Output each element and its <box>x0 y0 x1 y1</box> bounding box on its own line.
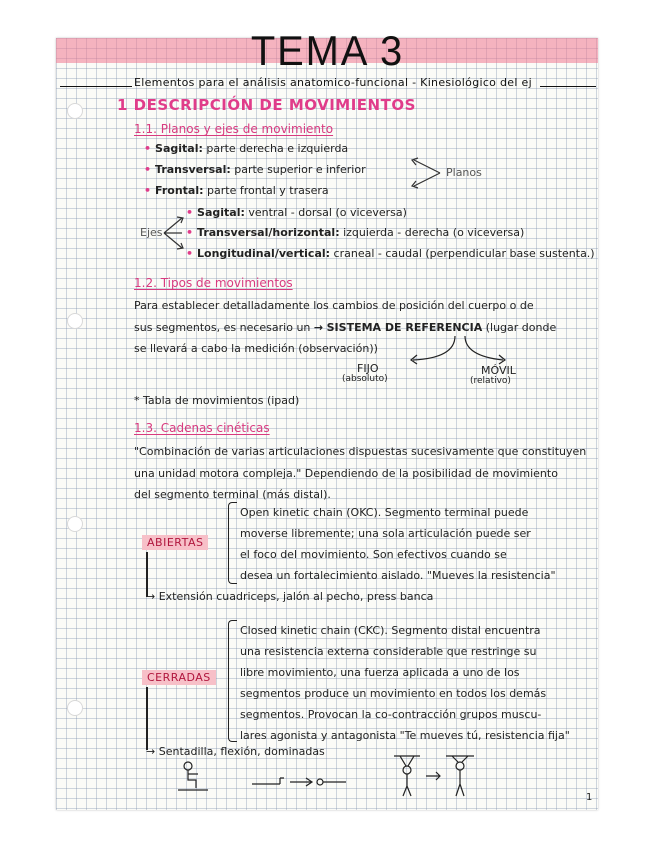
ejes-label: Ejes <box>140 226 163 239</box>
abiertas-line: desea un fortalecimiento aislado. "Mueves la resistencia" <box>240 569 556 582</box>
subsection-1-1-heading: 1.1. Planos y ejes de movimiento <box>134 122 334 136</box>
page-title: TEMA 3 <box>250 27 405 74</box>
paragraph-line: Para establecer detalladamente los cambios de posición del cuerpo o de <box>134 299 534 312</box>
abiertas-tag: ABIERTAS <box>142 535 208 550</box>
pushup-figure-icon <box>250 772 350 792</box>
fijo-label: FIJO <box>357 362 379 375</box>
cerradas-line: lares agonista y antagonista "Te mueves tú, resistencia fija" <box>240 729 570 742</box>
paragraph-line: sus segmentos, es necesario un → SISTEMA DE REFERENCIA (lugar donde <box>134 321 557 334</box>
abiertas-examples: → Extensión cuadriceps, jalón al pecho, press banca <box>146 590 434 603</box>
subtitle-rule-right <box>540 86 596 87</box>
axis-item: • Sagital: ventral - dorsal (o viceversa) <box>186 206 407 219</box>
paragraph-line: se llevará a cabo la medición (observación)) <box>134 342 378 355</box>
cerradas-line: segmentos. Provocan la co-contracción grupos muscu- <box>240 708 542 721</box>
plane-item: • Frontal: parte frontal y trasera <box>144 184 329 197</box>
table-note: * Tabla de movimientos (ipad) <box>134 394 300 407</box>
reference-branch-arrows-icon <box>395 334 515 368</box>
paragraph-line: del segmento terminal (más distal). <box>134 488 331 501</box>
planos-arrow-icon <box>408 156 444 190</box>
cerradas-bracket <box>228 620 237 742</box>
cerradas-line: segmentos produce un movimiento en todos los demás <box>240 687 547 700</box>
planos-label: Planos <box>446 166 482 179</box>
binder-hole <box>67 700 83 716</box>
abiertas-line: moverse libremente; una sola articulación puede ser <box>240 527 531 540</box>
cerradas-examples: → Sentadilla, flexión, dominadas <box>146 745 325 758</box>
subtitle: Elementos para el análisis anatomico-funcional - Kinesiológico del ej <box>134 76 532 89</box>
cerradas-line: una resistencia externa considerable que restringe su <box>240 645 537 658</box>
binder-hole <box>67 516 83 532</box>
axis-item: • Transversal/horizontal: izquierda - derecha (o viceversa) <box>186 226 525 239</box>
cerradas-line: libre movimiento, una fuerza aplicada a uno de los <box>240 666 520 679</box>
cerradas-line: Closed kinetic chain (CKC). Segmento distal encuentra <box>240 624 541 637</box>
page-number: 1 <box>586 792 593 803</box>
axis-item: • Longitudinal/vertical: craneal - caudal (perpendicular base sustenta.) <box>186 247 595 260</box>
section-1-heading: 1 DESCRIPCIÓN DE MOVIMIENTOS <box>117 96 416 114</box>
pullup-figure-icon <box>390 752 480 800</box>
squat-figure-icon <box>174 760 214 794</box>
subsection-1-3-heading: 1.3. Cadenas cinéticas <box>134 421 270 435</box>
cerradas-connector <box>146 687 148 750</box>
subsection-1-2-heading: 1.2. Tipos de movimientos <box>134 276 293 290</box>
binder-hole <box>67 103 83 119</box>
movil-sublabel: (relativo) <box>470 376 511 386</box>
abiertas-bracket <box>228 502 237 584</box>
subtitle-rule-left <box>60 86 132 87</box>
abiertas-line: Open kinetic chain (OKC). Segmento terminal puede <box>240 506 529 519</box>
cerradas-tag: CERRADAS <box>142 670 216 685</box>
abiertas-line: el foco del movimiento. Son efectivos cuando se <box>240 548 507 561</box>
paragraph-line: "Combinación de varias articulaciones dispuestas sucesivamente que constituyen <box>134 445 587 458</box>
movil-label: MÓVIL <box>481 364 516 377</box>
paragraph-line: una unidad motora compleja." Dependiendo de la posibilidad de movimiento <box>134 467 558 480</box>
plane-item: • Sagital: parte derecha e izquierda <box>144 142 349 155</box>
fijo-sublabel: (absoluto) <box>342 374 388 384</box>
binder-hole <box>67 313 83 329</box>
ejes-arrow-icon <box>162 214 186 252</box>
plane-item: • Transversal: parte superior e inferior <box>144 163 366 176</box>
